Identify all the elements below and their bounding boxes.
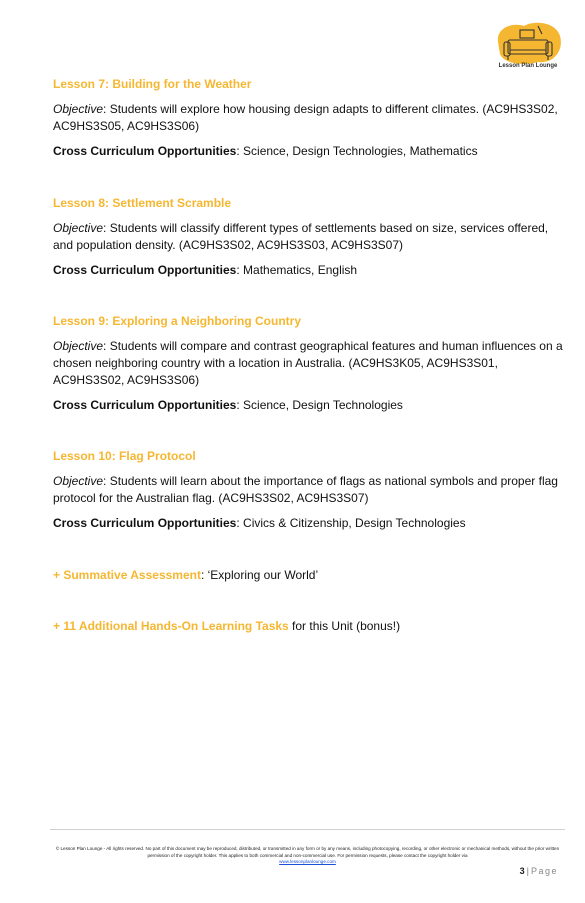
summative-assessment	[53, 567, 318, 583]
summative-highlight: + Summative Assessment	[53, 568, 201, 582]
logo-caption: Lesson Plan Lounge	[498, 63, 558, 69]
cco-text: : Mathematics, English	[236, 263, 358, 277]
lesson-objective	[53, 220, 563, 254]
objective-text: : Students will explore how housing design adapts to different climates. (AC9HS3S02, AC9HS3S05, AC9HS3S06)	[53, 102, 558, 133]
cross-curriculum	[53, 262, 563, 279]
lesson-objective	[53, 101, 563, 135]
page-word: Page	[530, 866, 558, 876]
page-separator: |	[526, 866, 529, 876]
lesson-block	[53, 76, 563, 160]
page-number	[520, 866, 558, 876]
objective-label: Objective	[53, 474, 104, 488]
additional-text: for this Unit (bonus!)	[288, 619, 401, 633]
cco-text: : Science, Design Technologies	[236, 398, 403, 412]
lesson-title: Lesson 7: Building for the Weather	[53, 77, 252, 91]
summative-text: : ‘Exploring our World’	[200, 568, 319, 582]
lesson-block	[53, 195, 563, 279]
objective-text: : Students will learn about the importance of flags as national symbols and proper flag protocol for the Australian flag. (AC9HS3S02, AC9HS3S07)	[53, 474, 558, 505]
additional-highlight: + 11 Additional Hands-On Learning Tasks	[53, 619, 289, 633]
cco-text: : Civics & Citizenship, Design Technologies	[236, 516, 466, 530]
additional-tasks	[53, 618, 400, 634]
lesson-title: Lesson 9: Exploring a Neighboring Country	[53, 314, 302, 328]
lesson-title: Lesson 10: Flag Protocol	[53, 449, 196, 463]
cco-text: : Science, Design Technologies, Mathematics	[236, 144, 478, 158]
footer-divider	[50, 829, 565, 830]
objective-label: Objective	[53, 221, 104, 235]
objective-label: Objective	[53, 102, 104, 116]
cross-curriculum	[53, 397, 563, 414]
cco-label: Cross Curriculum Opportunities	[53, 144, 237, 158]
footer-copyright	[55, 846, 560, 866]
website-link[interactable]: www.lessonplanlounge.com	[279, 859, 336, 864]
cco-label: Cross Curriculum Opportunities	[53, 263, 237, 277]
lesson-block	[53, 448, 563, 532]
lesson-objective	[53, 473, 563, 507]
cross-curriculum	[53, 515, 563, 532]
page-number-value: 3	[519, 866, 525, 876]
lesson-block	[53, 313, 563, 414]
lesson-title: Lesson 8: Settlement Scramble	[53, 196, 232, 210]
objective-text: : Students will compare and contrast geographical features and human influences on a chosen neighboring country with a location in Australia. (AC9HS3K05, AC9HS3S01, AC9HS3S02, AC9HS3S06)	[53, 339, 563, 387]
cco-label: Cross Curriculum Opportunities	[53, 398, 237, 412]
objective-label: Objective	[53, 339, 104, 353]
copyright-text: © Lesson Plan Lounge - All rights reserved. No part of this document may be reproduced, distributed, or transmitted in any form or by any means, including photocopying, recording, or other electronic or mechanical methods, without the prior written permission of the copyright holder. This applies to both commercial and non-commercial use. For permission requests, please contact the copyright holder via	[55, 846, 560, 858]
cross-curriculum	[53, 143, 563, 160]
cco-label: Cross Curriculum Opportunities	[53, 516, 237, 530]
objective-text: : Students will classify different types of settlements based on size, services offered, and population density. (AC9HS3S02, AC9HS3S03, AC9HS3S07)	[53, 221, 549, 252]
lesson-objective	[53, 338, 563, 389]
